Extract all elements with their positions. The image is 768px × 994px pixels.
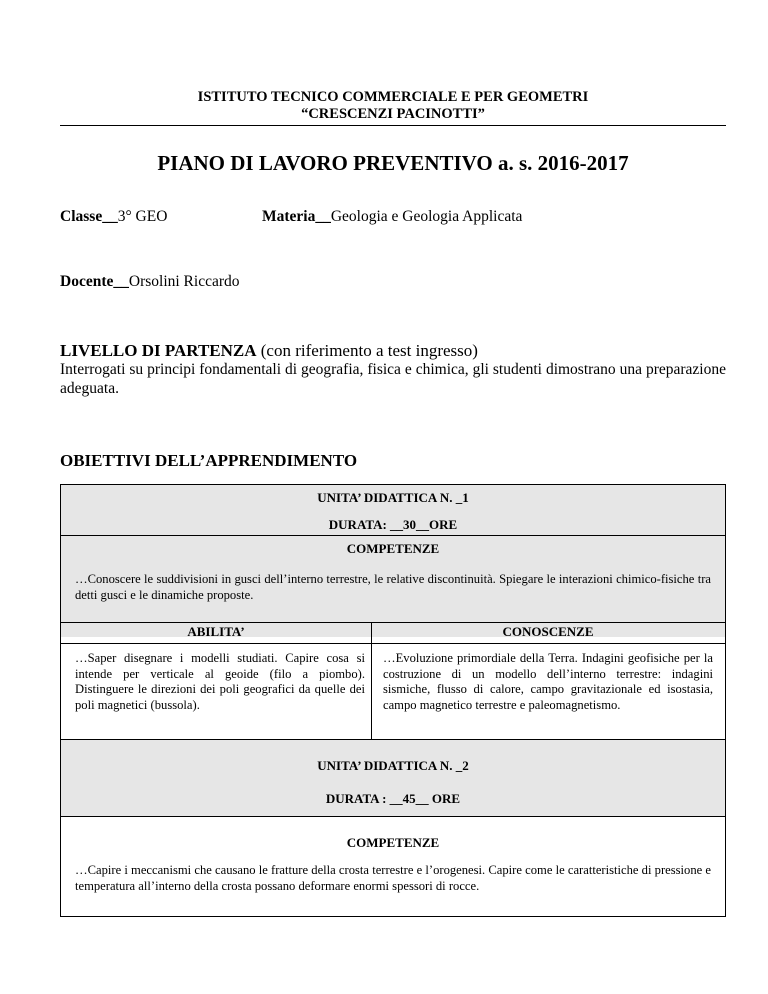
- obiettivi-table: [60, 484, 726, 917]
- table-rule: [61, 816, 725, 817]
- unit1-conoscenze-header: CONOSCENZE: [502, 624, 594, 639]
- unit1-abilita-text: …Saper disegnare i modelli studiati. Capire cosa si intende per verticale al geoide (filo a piombo). Distinguere le direzioni dei poli geografici da quelle dei poli magnetici (bussola).: [75, 651, 365, 712]
- livello-note: (con riferimento a test ingresso): [256, 341, 478, 360]
- livello-text: Interrogati su principi fondamentali di geografia, fisica e chimica, gli studenti dimostrano una preparazione adeguata.: [60, 361, 726, 397]
- unit2-competenze-text: …Capire i meccanismi che causano le fratture della crosta terrestre e l’orogenesi. Capire come le caratteristiche di pressione e temperatura all’interno della crosta possano deformare enormi spessori di rocce.: [75, 863, 711, 893]
- table-rule: [61, 622, 725, 623]
- page-title: PIANO DI LAVORO PREVENTIVO a. s. 2016-2017: [157, 151, 629, 175]
- column-divider: [371, 622, 372, 740]
- docente-label: Docente__: [60, 273, 129, 290]
- livello-heading: [60, 341, 478, 361]
- unit1-duration: DURATA: __30__ORE: [328, 517, 458, 532]
- materia-field: [262, 208, 522, 226]
- school-name-quoted: “CRESCENZI PACINOTTI”: [301, 106, 485, 122]
- table-rule: [61, 535, 725, 536]
- classe-label: Classe__: [60, 208, 118, 225]
- unit2-label: UNITA’ DIDATTICA N. _2: [317, 758, 469, 773]
- materia-value: Geologia e Geologia Applicata: [330, 208, 523, 225]
- docente-value: Orsolini Riccardo: [128, 273, 240, 290]
- table-rule: [61, 739, 725, 740]
- unit1-conoscenze-text: …Evoluzione primordiale della Terra. Indagini geofisiche per la costruzione di un modello dell’interno terrestre: indagini sismiche, flusso di calore, campo gravitazionale ed isostasia, campo magnetico terrestre e paleomagnetismo.: [383, 651, 713, 712]
- unit1-competenze-header: COMPETENZE: [346, 541, 440, 556]
- docente-field: [60, 273, 240, 291]
- unit2-competenze-header: COMPETENZE: [346, 835, 440, 850]
- unit2-duration: DURATA : __45__ ORE: [325, 791, 461, 806]
- table-rule: [61, 643, 725, 644]
- school-name: ISTITUTO TECNICO COMMERCIALE E PER GEOMETRI: [197, 89, 589, 105]
- unit1-competenze-text: …Conoscere le suddivisioni in gusci dell’interno terrestre, le relative discontinuità. Spiegare le interazioni chimico-fisiche tra detti gusci e le dinamiche proposte.: [75, 572, 711, 602]
- obiettivi-heading: OBIETTIVI DELL’APPRENDIMENTO: [60, 451, 358, 470]
- classe-value: 3° GEO: [117, 208, 168, 225]
- livello-title: LIVELLO DI PARTENZA: [60, 341, 257, 360]
- classe-field: [60, 208, 167, 226]
- materia-label: Materia__: [262, 208, 331, 225]
- unit1-label: UNITA’ DIDATTICA N. _1: [317, 490, 469, 505]
- header-divider: [60, 125, 726, 126]
- unit1-abilita-header: ABILITA’: [187, 624, 245, 639]
